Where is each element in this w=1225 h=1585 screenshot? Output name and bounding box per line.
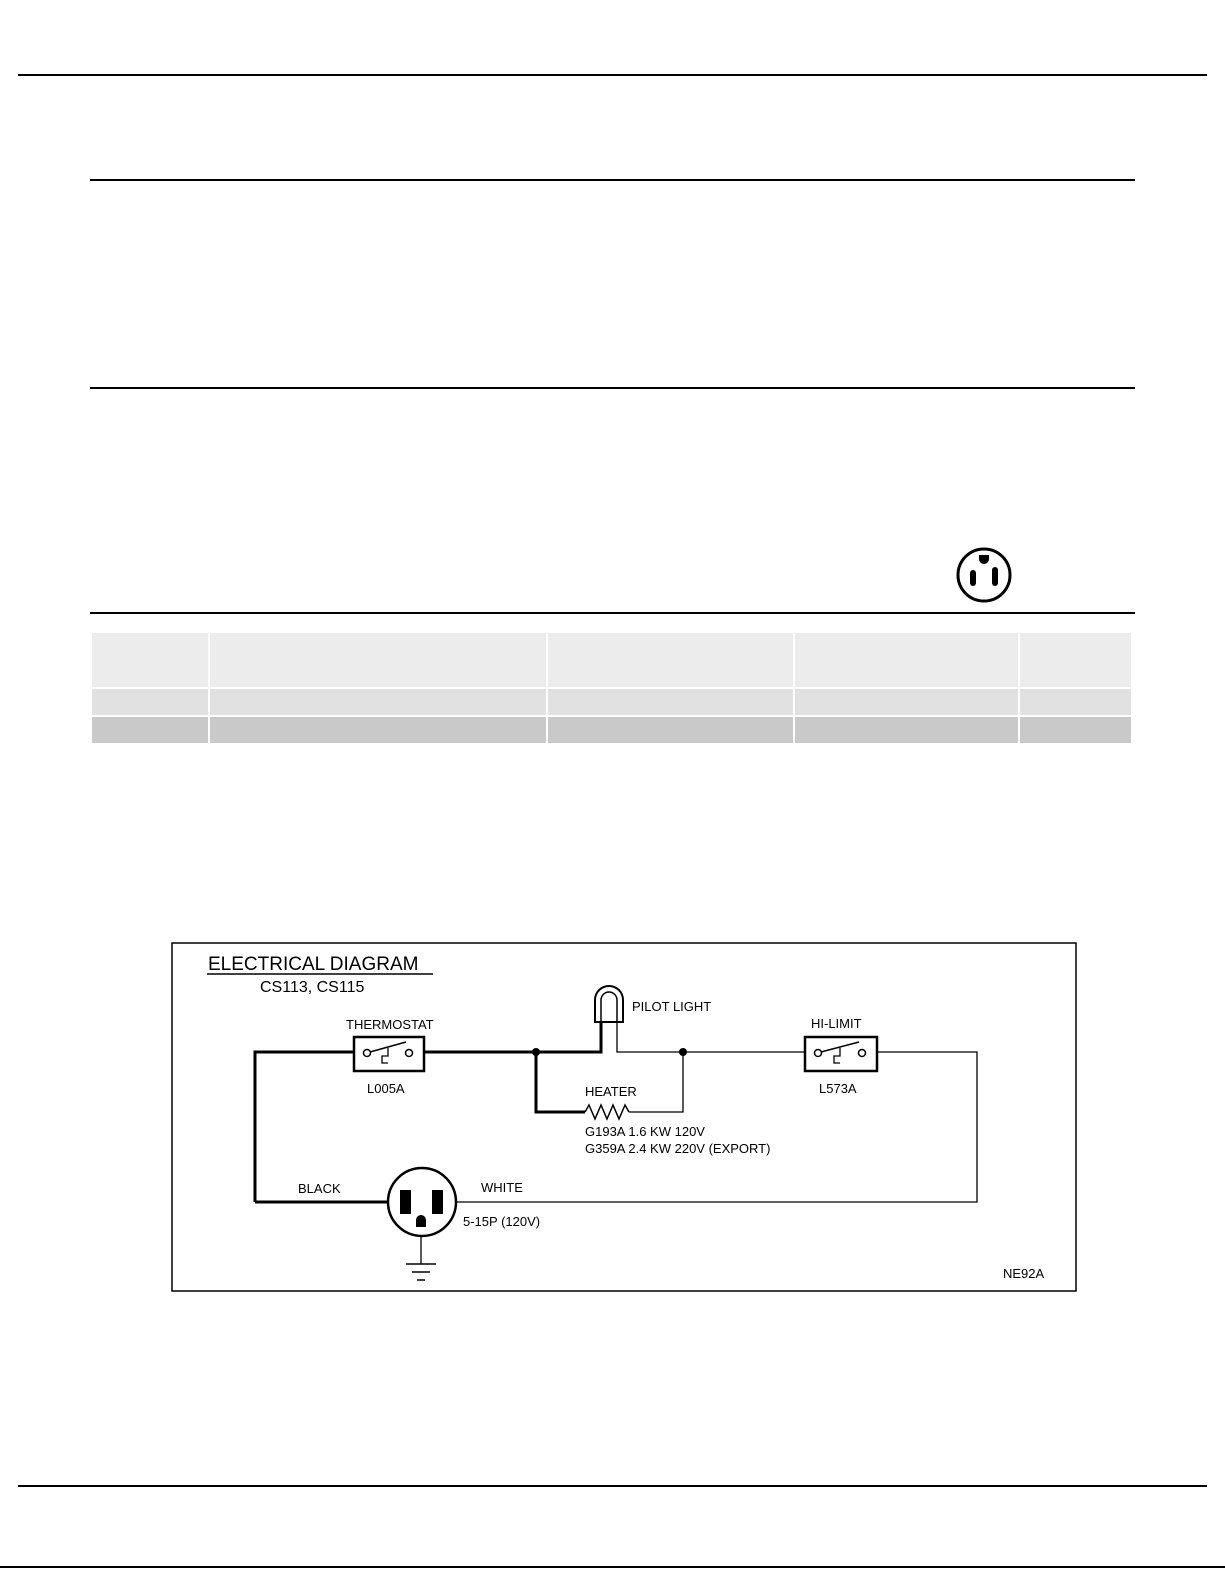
hi-limit-switch-icon <box>805 1037 877 1071</box>
junction-dot <box>532 1048 540 1056</box>
white-wire-label: WHITE <box>481 1180 523 1195</box>
section-rule-1 <box>90 179 1135 181</box>
diagram-title: ELECTRICAL DIAGRAM <box>208 954 419 975</box>
plug-label: 5-15P (120V) <box>463 1214 541 1229</box>
diagram-code: NE92A <box>1003 1266 1045 1281</box>
ground-icon <box>406 1264 436 1280</box>
pilot-light-label: PILOT LIGHT <box>632 999 712 1014</box>
hi-limit-label: HI-LIMIT <box>811 1016 862 1031</box>
thermostat-part-number: L005A <box>367 1081 405 1096</box>
bottom-rule <box>18 1485 1207 1487</box>
electrical-diagram <box>171 942 1077 1292</box>
heater-spec-1: G193A 1.6 KW 120V <box>585 1124 705 1139</box>
footer-rule <box>0 1566 1225 1568</box>
hi-limit-part-number: L573A <box>819 1081 857 1096</box>
outlet-icon <box>955 546 1013 604</box>
heater-label: HEATER <box>585 1084 637 1099</box>
black-wire-label: BLACK <box>298 1181 341 1196</box>
thermostat-label: THERMOSTAT <box>346 1017 434 1032</box>
top-rule <box>18 74 1207 76</box>
section-rule-3 <box>90 612 1135 614</box>
junction-dot <box>679 1048 687 1056</box>
table-row <box>92 715 1131 743</box>
pilot-light-icon <box>595 986 623 1022</box>
heater-resistor-icon <box>585 1105 629 1119</box>
section-rule-2 <box>90 387 1135 389</box>
table-row <box>92 687 1131 715</box>
plug-icon <box>388 1168 456 1236</box>
thermostat-switch-icon <box>354 1037 424 1071</box>
spec-table <box>90 633 1133 743</box>
diagram-subtitle: CS113, CS115 <box>260 979 365 996</box>
table-header-row <box>92 633 1131 687</box>
heater-spec-2: G359A 2.4 KW 220V (EXPORT) <box>585 1141 771 1156</box>
